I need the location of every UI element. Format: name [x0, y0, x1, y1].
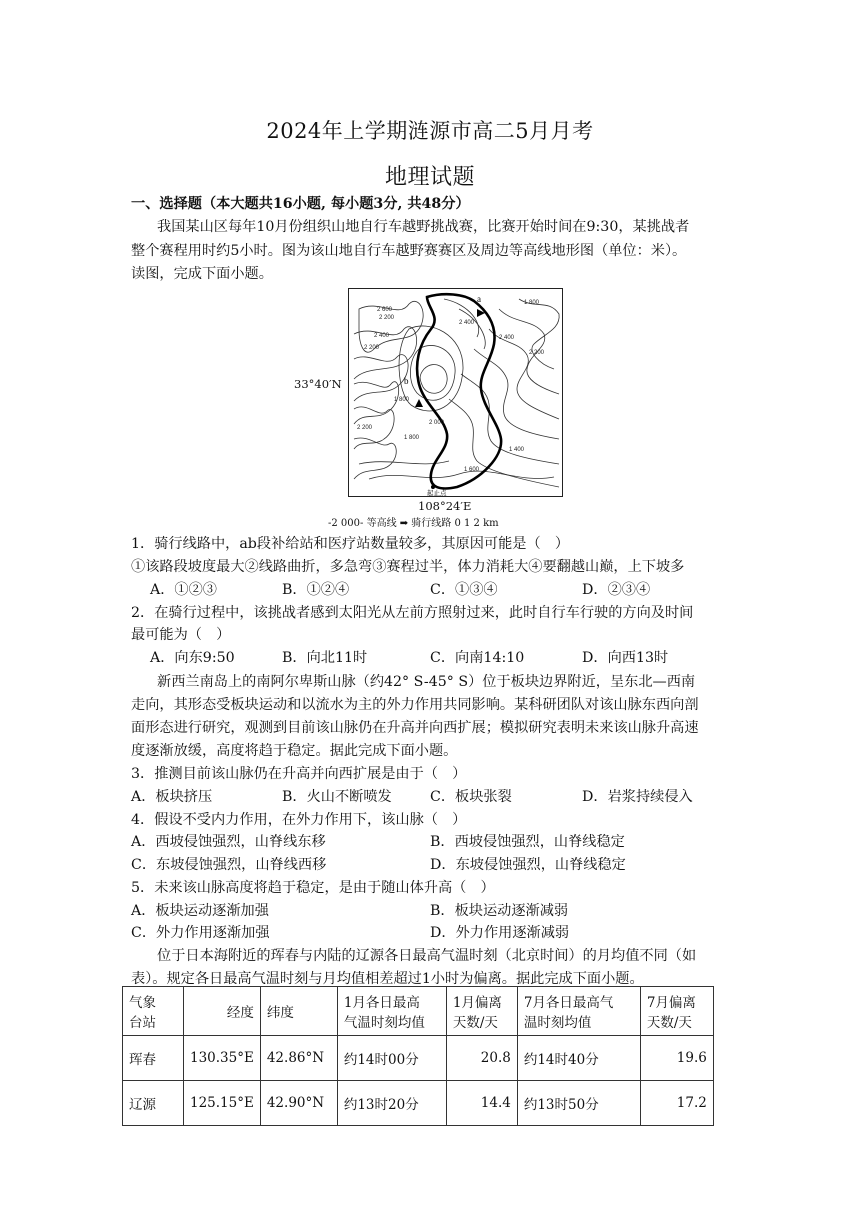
- intro-line-2: 整个赛程用时约5小时。图为该山地自行车越野赛赛区及周边等高线地形图（单位：米）。: [131, 243, 687, 259]
- q4-option-c[interactable]: C．东坡侵蚀强烈，山脊线西移: [131, 857, 327, 873]
- svg-text:a: a: [477, 294, 481, 304]
- passage3-line-1: 位于日本海附近的珲春与内陆的辽源各日最高气温时刻（北京时间）的月均值不同（如: [157, 948, 697, 964]
- table-cell: 17.2: [640, 1081, 713, 1126]
- contour-map-svg: [349, 289, 562, 496]
- table-header-row: [123, 987, 714, 1036]
- q1-option-a[interactable]: A．①②③: [150, 582, 217, 598]
- q1-option-c[interactable]: C．①③④: [430, 582, 498, 598]
- table-cell: 19.6: [640, 1036, 713, 1081]
- start-point-label: 起止点: [427, 490, 447, 496]
- svg-text:2 600: 2 600: [377, 307, 393, 313]
- svg-text:2 200: 2 200: [379, 315, 395, 321]
- svg-text:1 800: 1 800: [394, 397, 410, 403]
- latitude-label: 33°40′N: [294, 377, 342, 391]
- q3-option-c[interactable]: C．板块张裂: [430, 789, 512, 805]
- section-heading: 一、选择题（本大题共16小题, 每小题3分, 共48分）: [131, 196, 470, 212]
- svg-text:1 800: 1 800: [524, 300, 540, 306]
- q1-option-b[interactable]: B．①②④: [282, 582, 350, 598]
- svg-text:b: b: [404, 376, 409, 386]
- table-cell: 约13时50分: [517, 1081, 640, 1126]
- table-cell: 20.8: [446, 1036, 517, 1081]
- q3-stem: 3．推测目前该山脉仍在升高并向西扩展是由于（ ）: [131, 766, 467, 782]
- q5-option-d[interactable]: D．外力作用逐渐减弱: [430, 925, 570, 941]
- table-cell: 约14时40分: [517, 1036, 640, 1081]
- svg-text:1 800: 1 800: [404, 435, 420, 441]
- table-header-cell: 经度: [184, 987, 261, 1036]
- q2-option-b[interactable]: B．向北11时: [282, 650, 368, 666]
- passage2-line-2: 走向，其形态受板块运动和以流水为主的外力作用共同影响。某科研团队对该山脉东西向剖: [131, 697, 699, 713]
- q2-option-c[interactable]: C．向南14:10: [430, 650, 525, 666]
- q1-stem: 1．骑行线路中，ab段补给站和医疗站数量较多，其原因可能是（ ）: [131, 536, 570, 552]
- q2-option-a[interactable]: A．向东9:50: [150, 650, 235, 666]
- svg-text:2 400: 2 400: [374, 333, 390, 339]
- table-header-cell: 纬度: [260, 987, 337, 1036]
- exam-title: 2024年上学期涟源市高二5月月考: [266, 119, 594, 143]
- q5-option-c[interactable]: C．外力作用逐渐加强: [131, 925, 270, 941]
- q2-stem-cont: 最可能为（ ）: [131, 627, 231, 643]
- table-cell: 约13时20分: [337, 1081, 446, 1126]
- passage2-line-4: 度逐渐放缓，高度将趋于稳定。据此完成下面小题。: [131, 743, 458, 759]
- contour-map: [348, 288, 563, 497]
- table-cell: 130.35°E: [184, 1036, 261, 1081]
- passage2-line-3: 面形态进行研究，观测到目前该山脉仍在升高并向西扩展；模拟研究表明未来该山脉升高速: [131, 720, 699, 736]
- longitude-label: 108°24′E: [418, 499, 472, 513]
- svg-text:2 200: 2 200: [529, 350, 545, 356]
- table-cell: 42.90°N: [260, 1081, 337, 1126]
- table-cell: 珲春: [123, 1036, 184, 1081]
- q2-option-d[interactable]: D．向西13时: [582, 650, 669, 666]
- table-header-cell: 1月偏离 天数/天: [446, 987, 517, 1036]
- passage2-line-1: 新西兰南岛上的南阿尔卑斯山脉（约42° S-45° S）位于板块边界附近，呈东北—西南: [157, 674, 696, 690]
- q3-option-b[interactable]: B．火山不断喷发: [282, 789, 392, 805]
- exam-subtitle: 地理试题: [384, 165, 475, 190]
- intro-line-3: 读图，完成下面小题。: [131, 266, 273, 282]
- q2-stem: 2．在骑行过程中，该挑战者感到太阳光从左前方照射过来，此时自行车行驶的方向及时间: [131, 605, 694, 621]
- svg-text:2 400: 2 400: [459, 320, 475, 326]
- intro-line-1: 我国某山区每年10月份组织山地自行车越野挑战赛，比赛开始时间在9:30，某挑战者: [157, 219, 690, 235]
- svg-text:2 400: 2 400: [499, 335, 515, 341]
- svg-text:1 600: 1 600: [464, 467, 480, 473]
- q4-option-a[interactable]: A．西坡侵蚀强烈，山脊线东移: [131, 834, 326, 850]
- table-cell: 辽源: [123, 1081, 184, 1126]
- q4-option-b[interactable]: B．西坡侵蚀强烈，山脊线稳定: [430, 834, 625, 850]
- passage3-line-2: 表）。规定各日最高气温时刻与月均值相差超过1小时为偏离。据此完成下面小题。: [131, 971, 644, 987]
- table-cell: 14.4: [446, 1081, 517, 1126]
- q5-stem: 5．未来该山脉高度将趋于稳定，是由于随山体升高（ ）: [131, 880, 495, 896]
- table-header-cell: 1月各日最高 气温时刻均值: [337, 987, 446, 1036]
- q1-detail: ①该路段坡度最大②线路曲折，多急弯③赛程过半，体力消耗大④要翻越山巅，上下坡多: [131, 559, 685, 575]
- table-cell: 约14时00分: [337, 1036, 446, 1081]
- svg-text:1 400: 1 400: [509, 447, 525, 453]
- table-header-cell: 7月偏离 天数/天: [640, 987, 713, 1036]
- q1-option-d[interactable]: D．②③④: [582, 582, 651, 598]
- svg-text:2 000: 2 000: [429, 420, 445, 426]
- svg-text:2 200: 2 200: [364, 345, 380, 351]
- q5-option-a[interactable]: A．板块运动逐渐加强: [131, 903, 269, 919]
- table-row: [123, 1036, 714, 1081]
- q4-option-d[interactable]: D．东坡侵蚀强烈，山脊线稳定: [430, 857, 626, 873]
- q4-stem: 4．假设不受内力作用，在外力作用下，该山脉（ ）: [131, 812, 467, 828]
- table-header-cell: 7月各日最高气 温时刻均值: [517, 987, 640, 1036]
- table-row: [123, 1081, 714, 1126]
- map-legend: -2 000- 等高线 ➡ 骑行线路 0 1 2 km: [328, 518, 499, 529]
- q3-option-d[interactable]: D．岩浆持续侵入: [582, 789, 693, 805]
- weather-station-table: [122, 986, 714, 1126]
- table-cell: 42.86°N: [260, 1036, 337, 1081]
- table-header-cell: 气象 台站: [123, 987, 184, 1036]
- q3-option-a[interactable]: A．板块挤压: [131, 789, 213, 805]
- q5-option-b[interactable]: B．板块运动逐渐减弱: [430, 903, 569, 919]
- svg-text:2 200: 2 200: [357, 425, 373, 431]
- table-cell: 125.15°E: [184, 1081, 261, 1126]
